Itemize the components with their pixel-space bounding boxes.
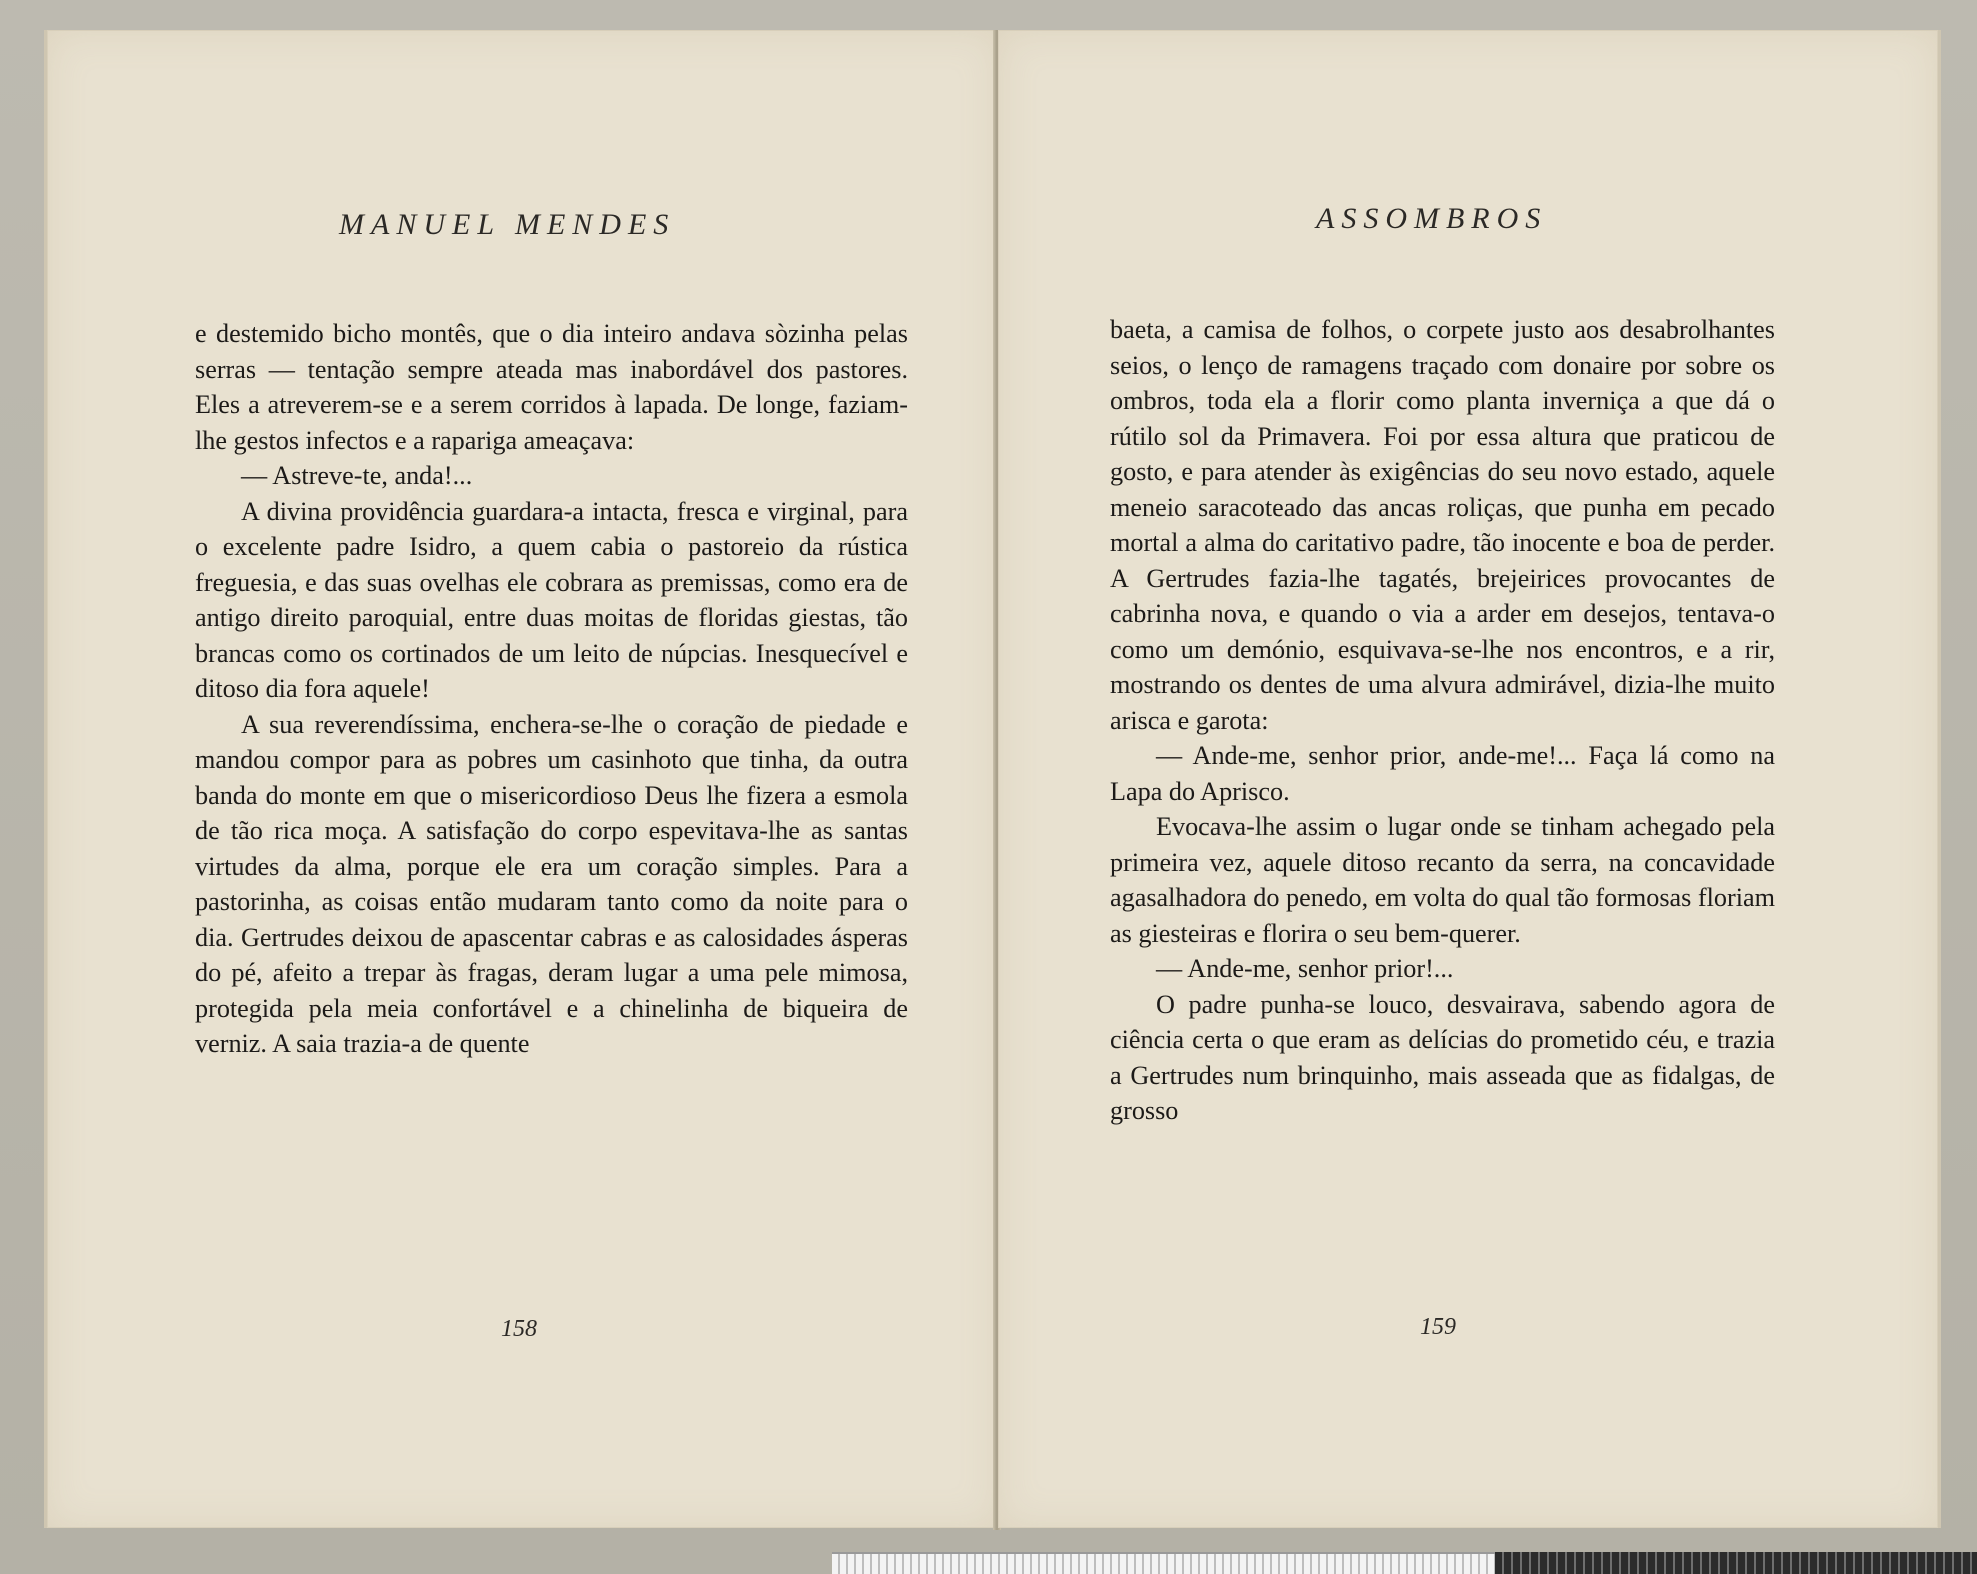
right-page — [998, 30, 1941, 1528]
paragraph: — Ande-me, senhor prior!... — [1156, 954, 1454, 983]
paragraph: — Ande-me, senhor prior, ande-me!... Faça lá como na Lapa do Aprisco. — [1110, 741, 1775, 806]
paragraph: Evocava-lhe assim o lugar onde se tinham achegado pela primeira vez, aquele ditoso recanto da serra, na concavidade agasalhadora do penedo, em volta do qual tão formosas floriam as giesteiras e florira o seu bem-querer. — [1110, 812, 1775, 948]
paragraph: A sua reverendíssima, enchera-se-lhe o coração de piedade e mandou compor para as pobres um casinhoto que tinha, da outra banda do monte em que o misericordioso Deus lhe fizera a esmola de tão rica moça. A satisfação do corpo espevitava-lhe as santas virtudes da alma, porque ele era um coração simples. Para a pastorinha, as coisas então mudaram tanto como da noite para o dia. Gertrudes deixou de apascentar cabras e as calosidades ásperas do pé, afeito a trepar às fragas, deram lugar a uma pele mimosa, protegida pela meia confortável e a chinelinha de biqueira de verniz. A saia trazia-a de quente — [195, 709, 908, 1058]
paragraph: baeta, a camisa de folhos, o corpete justo aos desabrolhantes seios, o lenço de ramagens traçado com donaire por sobre os ombros, toda ela a florir como planta inverniça a que dá o rútilo sol da Primavera. Foi por essa altura que praticou de gosto, e para atender às exigências do seu novo estado, aquele meneio saracoteado das ancas roliças, que punha em pecado mortal a alma do caritativo padre, tão inocente e boa de perder. A Gertrudes fazia-lhe tagatés, brejeirices provocantes de cabrinha nova, e quando o via a arder em desejos, tentava-o como um demónio, esquivava-se-lhe nos encontros, e a rir, mostrando os dentes de uma alvura admirável, dizia-lhe muito arisca e garota: — [1110, 315, 1775, 735]
paragraph: — Astreve-te, anda!... — [241, 461, 473, 490]
running-head-title: ASSOMBROS — [1316, 202, 1548, 235]
left-page — [44, 30, 999, 1528]
paragraph: A divina providência guardara-a intacta, fresca e virginal, para o excelente padre Isidro, a quem cabia o pastoreio da rústica freguesia, e das suas ovelhas ele cobrara as premissas, como era de antigo direito paroquial, entre duas moitas de floridas giestas, tão brancas como os cortinados de um leito de núpcias. Inesquecível e ditoso dia fora aquele! — [195, 496, 908, 703]
paragraph: O padre punha-se louco, desvairava, sabendo agora de ciência certa o que eram as delícias do prometido céu, e trazia a Gertrudes num brinquinho, mais asseada que as fidalgas, de grosso — [1110, 989, 1775, 1125]
running-head-author: MANUEL MENDES — [339, 208, 676, 241]
left-page-body — [195, 316, 908, 1062]
color-calibration-strip — [1495, 1552, 1977, 1574]
page-number: 158 — [501, 1316, 537, 1342]
page-number: 159 — [1420, 1314, 1456, 1340]
right-page-body — [1110, 312, 1775, 1129]
paragraph: e destemido bicho montês, que o dia inteiro andava sòzinha pelas serras — tentação sempre ateada mas inabordável dos pastores. Eles a atreverem-se e a serem corridos à lapada. De longe, faziam-lhe gestos infectos e a rapariga ameaçava: — [195, 319, 908, 455]
